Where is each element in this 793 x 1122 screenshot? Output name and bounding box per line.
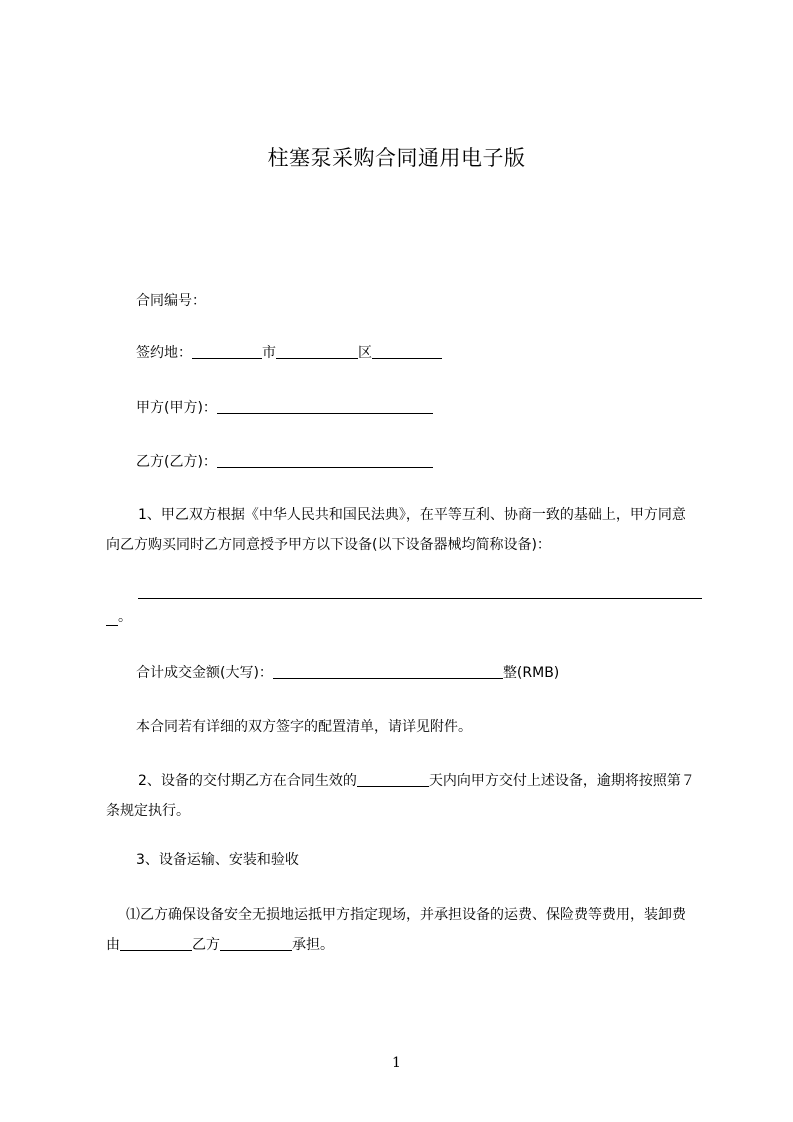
loading-fee-blank-1[interactable] — [120, 932, 192, 951]
clause-3-1-suffix: 承担。 — [292, 937, 334, 953]
config-note-line — [106, 714, 736, 741]
contract-number-line — [106, 288, 736, 315]
total-amount-line — [106, 660, 736, 687]
signing-district-label: 区 — [358, 345, 372, 361]
clause-2-paragraph — [106, 766, 696, 826]
signing-place-label: 签约地： — [136, 345, 192, 361]
equipment-list-blank[interactable] — [138, 598, 702, 599]
loading-fee-blank-2[interactable] — [220, 932, 292, 951]
signing-city-blank[interactable] — [192, 340, 262, 359]
party-a-line — [106, 395, 736, 422]
signing-place-line — [106, 340, 736, 367]
total-amount-label: 合计成交金额(大写)： — [136, 665, 273, 681]
equipment-list-blank-continued[interactable] — [106, 625, 118, 626]
delivery-days-blank[interactable] — [357, 768, 429, 787]
page-number: 1 — [392, 1055, 401, 1071]
clause-3-heading: 3、设备运输、安装和验收 — [136, 852, 299, 868]
total-amount-suffix: 整(RMB) — [502, 665, 560, 681]
clause-2-suffix: 天内向甲方交付上述设备，逾期将按照第７条规定执行。 — [106, 773, 695, 819]
clause-3-1-paragraph — [106, 900, 696, 960]
party-b-blank[interactable] — [217, 449, 433, 468]
config-note: 本合同若有详细的双方签字的配置清单，请详见附件。 — [136, 719, 472, 735]
signing-detail-blank[interactable] — [372, 340, 442, 359]
clause-2-prefix: 2、设备的交付期乙方在合同生效的 — [138, 773, 357, 789]
signing-city-label: 市 — [262, 345, 276, 361]
signing-district-blank[interactable] — [276, 340, 358, 359]
clause-1-paragraph: 1、甲乙双方根据《中华人民共和国民法典》，在平等互利、协商一致的基础上，甲方同意向乙方购买同时乙方同意授予甲方以下设备(以下设备器械均简称设备)： — [106, 507, 686, 553]
party-a-label: 甲方(甲方)： — [136, 400, 217, 416]
total-amount-blank[interactable] — [273, 660, 503, 679]
contract-number-label: 合同编号： — [136, 293, 206, 309]
clause-3-1-prefix: ⑴乙方确保设备安全无损地运抵甲方指定现场，并承担设备的运费、保险费等费用，装卸费由 — [106, 907, 686, 953]
party-b-line — [106, 449, 736, 476]
document-title: 柱塞泵采购合同通用电子版 — [267, 146, 526, 170]
party-a-blank[interactable] — [217, 395, 433, 414]
party-b-label: 乙方(乙方)： — [136, 454, 217, 470]
clause-3-heading-line — [106, 847, 736, 874]
equipment-list-end: 。 — [118, 609, 132, 625]
clause-3-1-middle: 乙方 — [192, 937, 220, 953]
